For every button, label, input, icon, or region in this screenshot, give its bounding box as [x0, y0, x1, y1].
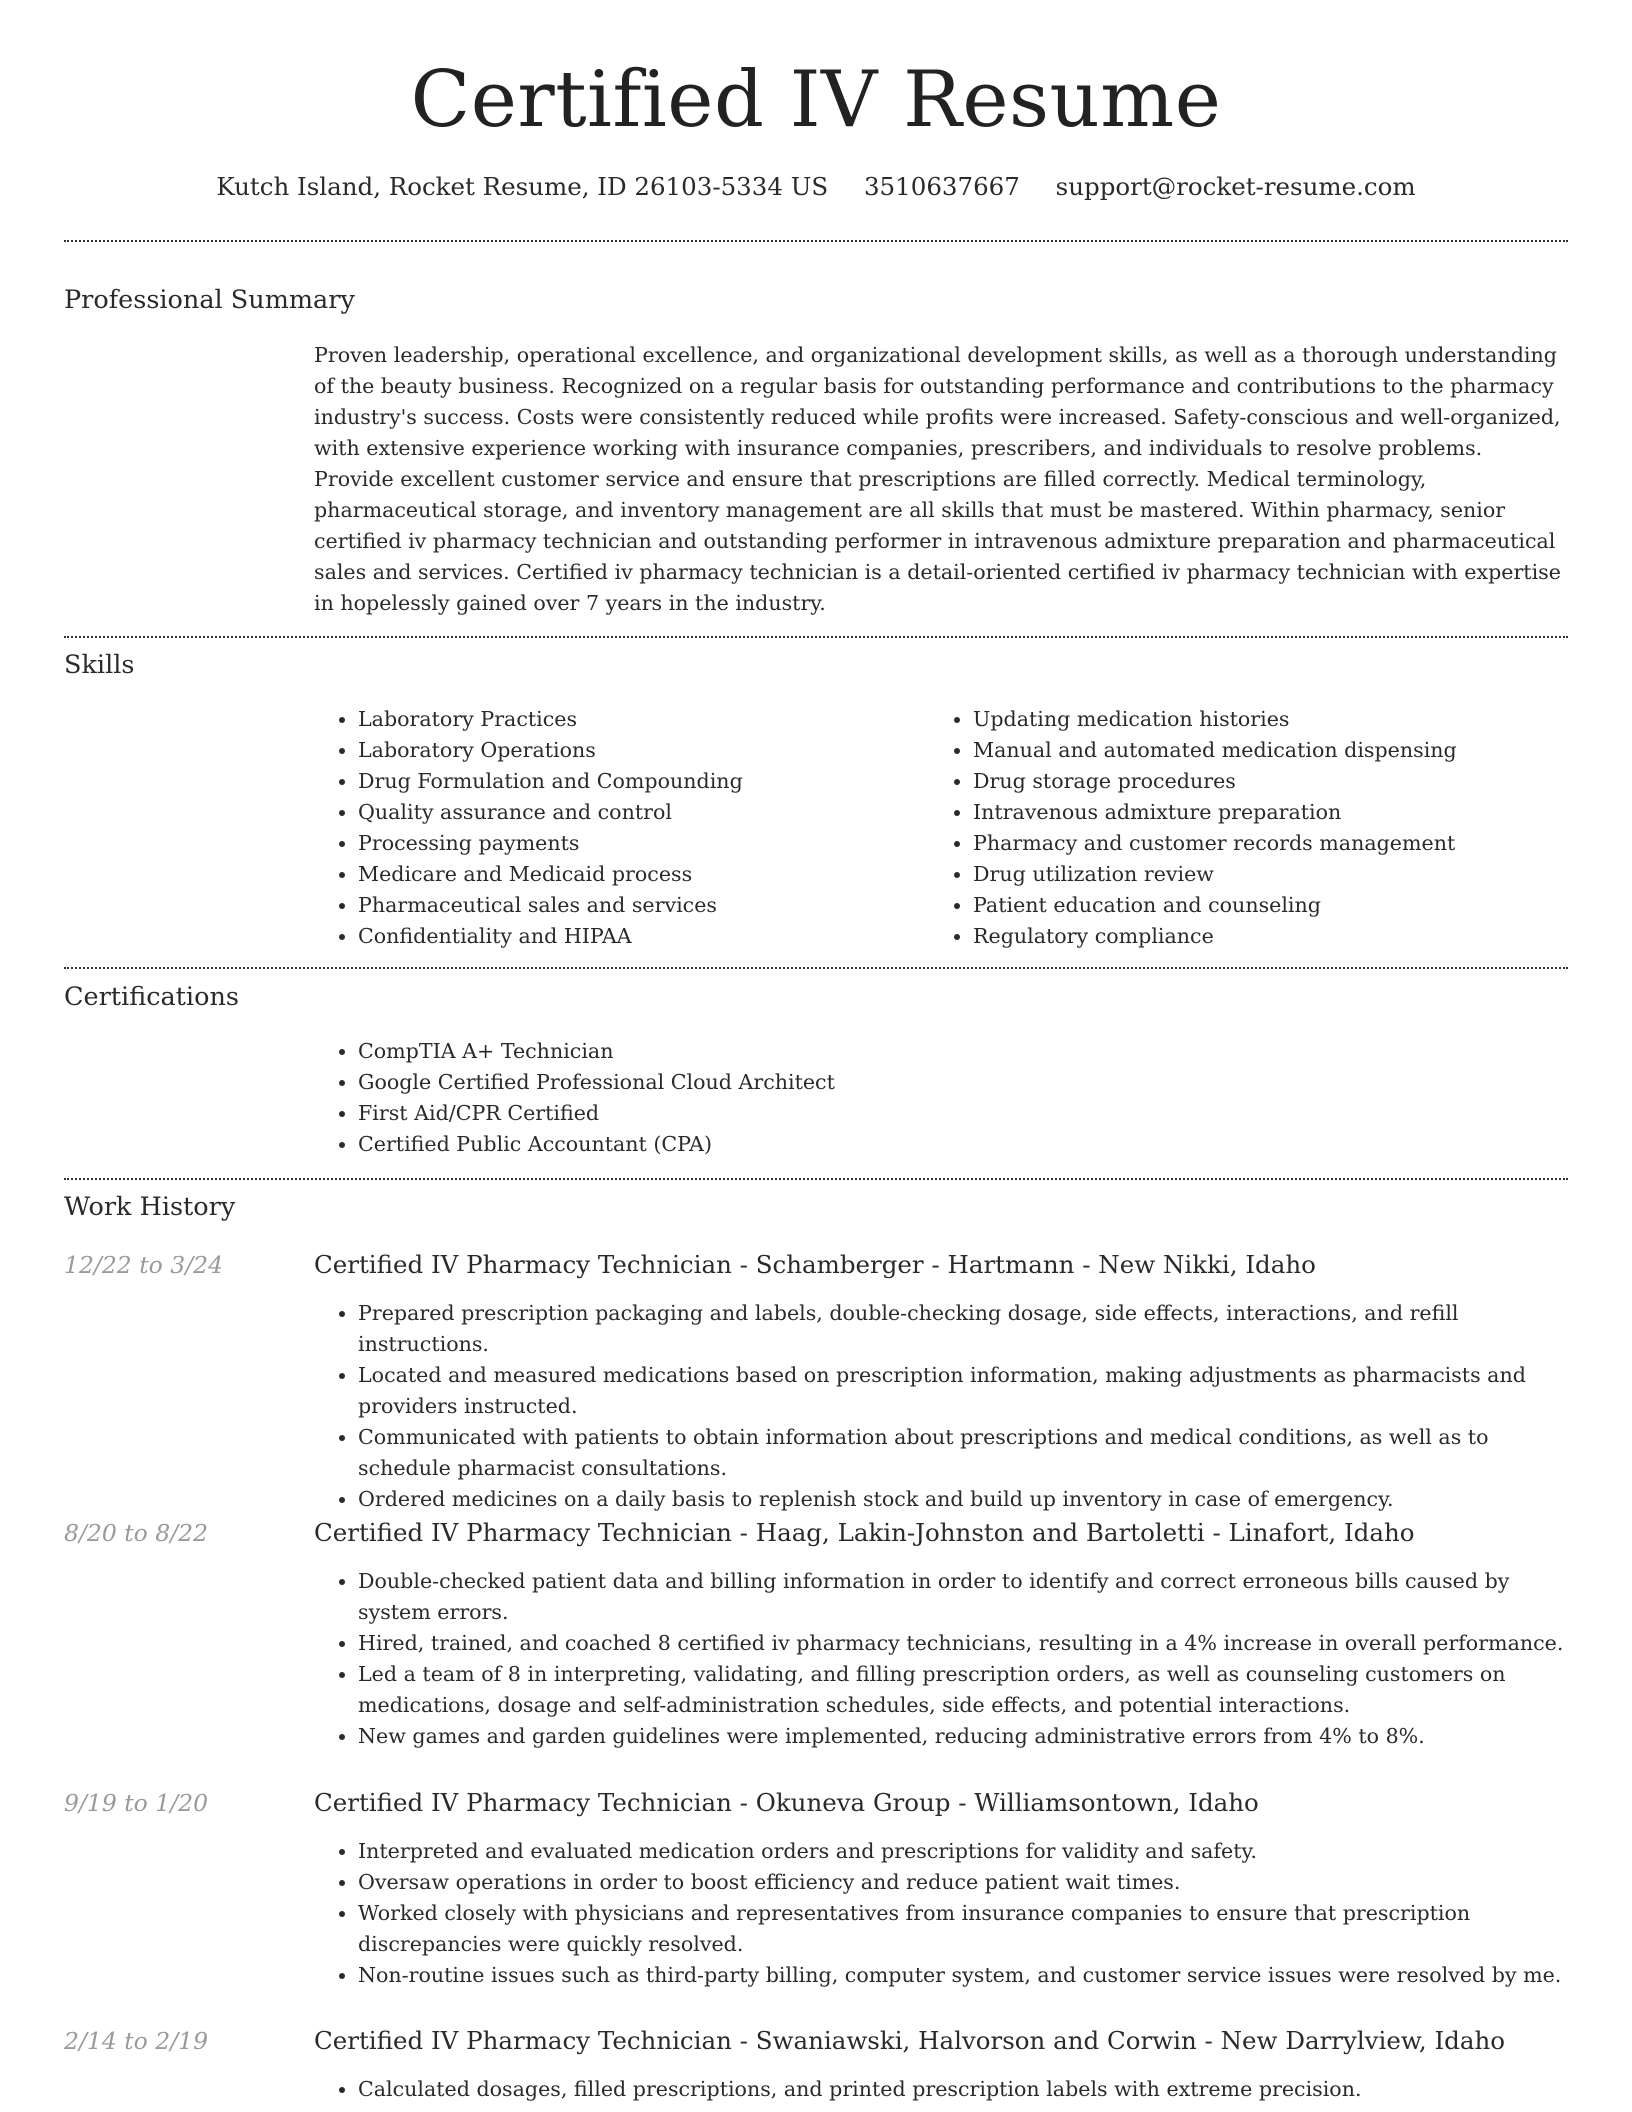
- resume-title: Certified IV Resume: [410, 55, 1222, 145]
- skills-column-left: [314, 704, 914, 952]
- skill-item: • Updating medication histories: [973, 704, 1529, 735]
- contact-line: [64, 170, 1568, 204]
- job-title: Certified IV Pharmacy Technician - Swaniawski, Halvorson and Corwin - New Darrylview, Idaho: [314, 2026, 1505, 2055]
- certification-item: • CompTIA A+ Technician: [358, 1036, 1568, 1067]
- divider: [64, 967, 1568, 969]
- job-bullet: • Double-checked patient data and billing information in order to identify and correct erroneous bills caused by system errors.: [358, 1566, 1568, 1628]
- job-bullet: • Ordered medicines on a daily basis to replenish stock and build up inventory in case of emergency.: [358, 1484, 1568, 1515]
- job-bullet: • Non-routine issues such as third-party billing, computer system, and customer service issues were resolved by me.: [358, 1960, 1568, 1991]
- skill-item: • Drug storage procedures: [973, 766, 1529, 797]
- contact-phone: 3510637667: [863, 172, 1020, 201]
- job-bullet: • Worked closely with physicians and representatives from insurance companies to ensure that prescription discrepancies were quickly resolved.: [358, 1898, 1568, 1960]
- divider: [64, 636, 1568, 638]
- job-dates: 8/20 to 8/22: [64, 1519, 209, 1547]
- job-title: Certified IV Pharmacy Technician - Okuneva Group - Williamsontown, Idaho: [314, 1788, 1259, 1817]
- job-bullets: [314, 1566, 1568, 1752]
- skill-item: • Intravenous admixture preparation: [973, 797, 1529, 828]
- skill-item: • Patient education and counseling: [973, 890, 1529, 921]
- skills-list-right: [929, 704, 1529, 952]
- certification-item: • First Aid/CPR Certified: [358, 1098, 1568, 1129]
- job-bullet: • Interpreted and evaluated medication orders and prescriptions for validity and safety.: [358, 1836, 1568, 1867]
- skill-item: • Drug utilization review: [973, 859, 1529, 890]
- job-bullets: [314, 1836, 1568, 1991]
- skill-item: • Laboratory Practices: [358, 704, 914, 735]
- certifications-list: [314, 1036, 1568, 1160]
- job-bullet: • Communicated with patients to obtain information about prescriptions and medical conditions, as well as to schedule pharmacist consultations.: [358, 1422, 1568, 1484]
- certification-item: • Certified Public Accountant (CPA): [358, 1129, 1568, 1160]
- contact-address: Kutch Island, Rocket Resume, ID 26103-5334 US: [216, 172, 829, 201]
- job-bullet: • Calculated dosages, filled prescriptions, and printed prescription labels with extreme precision.: [358, 2074, 1568, 2105]
- skill-item: • Quality assurance and control: [358, 797, 914, 828]
- skills-list-left: [314, 704, 914, 952]
- divider: [64, 240, 1568, 242]
- skill-item: • Regulatory compliance: [973, 921, 1529, 952]
- skill-item: • Processing payments: [358, 828, 914, 859]
- job-bullet: • Led a team of 8 in interpreting, validating, and filling prescription orders, as well as counseling customers on medications, dosage and self-administration schedules, side effects, and potential interactions.: [358, 1659, 1568, 1721]
- skill-item: • Medicare and Medicaid process: [358, 859, 914, 890]
- summary-text: Proven leadership, operational excellence, and organizational development skills, as well as a thorough understanding of the beauty business. Recognized on a regular basis for outstanding performance and contributions to the pharmacy industry's success. Costs were consistently reduced while profits were increased. Safety-conscious and well-organized, with extensive experience working with insurance companies, prescribers, and individuals to resolve problems. Provide excellent customer service and ensure that prescriptions are filled correctly. Medical terminology, pharmaceutical storage, and inventory management are all skills that must be mastered. Within pharmacy, senior certified iv pharmacy technician and outstanding performer in intravenous admixture preparation and pharmaceutical sales and services. Certified iv pharmacy technician is a detail-oriented certified iv pharmacy technician with expertise in hopelessly gained over 7 years in the industry.: [314, 343, 1561, 615]
- skill-item: • Manual and automated medication dispensing: [973, 735, 1529, 766]
- job-dates: 9/19 to 1/20: [64, 1789, 209, 1817]
- skill-item: • Pharmaceutical sales and services: [358, 890, 914, 921]
- contact-email: support@rocket-resume.com: [1055, 172, 1416, 201]
- skill-item: • Confidentiality and HIPAA: [358, 921, 914, 952]
- divider: [64, 1178, 1568, 1180]
- certification-item: • Google Certified Professional Cloud Architect: [358, 1067, 1568, 1098]
- section-heading-skills: Skills: [64, 650, 135, 680]
- job-title: Certified IV Pharmacy Technician - Schamberger - Hartmann - New Nikki, Idaho: [314, 1250, 1316, 1279]
- job-bullets: [314, 2074, 1568, 2105]
- skill-item: • Drug Formulation and Compounding: [358, 766, 914, 797]
- job-dates: 2/14 to 2/19: [64, 2027, 209, 2055]
- job-bullet: • Prepared prescription packaging and labels, double-checking dosage, side effects, interactions, and refill instructions.: [358, 1298, 1568, 1360]
- skills-column-right: [929, 704, 1529, 952]
- job-bullets: [314, 1298, 1568, 1515]
- job-bullet: • Hired, trained, and coached 8 certified iv pharmacy technicians, resulting in a 4% increase in overall performance.: [358, 1628, 1568, 1659]
- skill-item: • Pharmacy and customer records management: [973, 828, 1529, 859]
- job-bullet: • Oversaw operations in order to boost efficiency and reduce patient wait times.: [358, 1867, 1568, 1898]
- section-heading-certifications: Certifications: [64, 982, 239, 1012]
- job-dates: 12/22 to 3/24: [64, 1251, 224, 1279]
- skill-item: • Laboratory Operations: [358, 735, 914, 766]
- resume-page: [64, 0, 1568, 2101]
- section-heading-work-history: Work History: [64, 1192, 236, 1222]
- section-heading-summary: Professional Summary: [64, 285, 355, 315]
- job-bullet: • Located and measured medications based on prescription information, making adjustments as pharmacists and providers instructed.: [358, 1360, 1568, 1422]
- job-title: Certified IV Pharmacy Technician - Haag, Lakin-Johnston and Bartoletti - Linafort, Idaho: [314, 1518, 1415, 1547]
- job-bullet: • New games and garden guidelines were implemented, reducing administrative errors from 4% to 8%.: [358, 1721, 1568, 1752]
